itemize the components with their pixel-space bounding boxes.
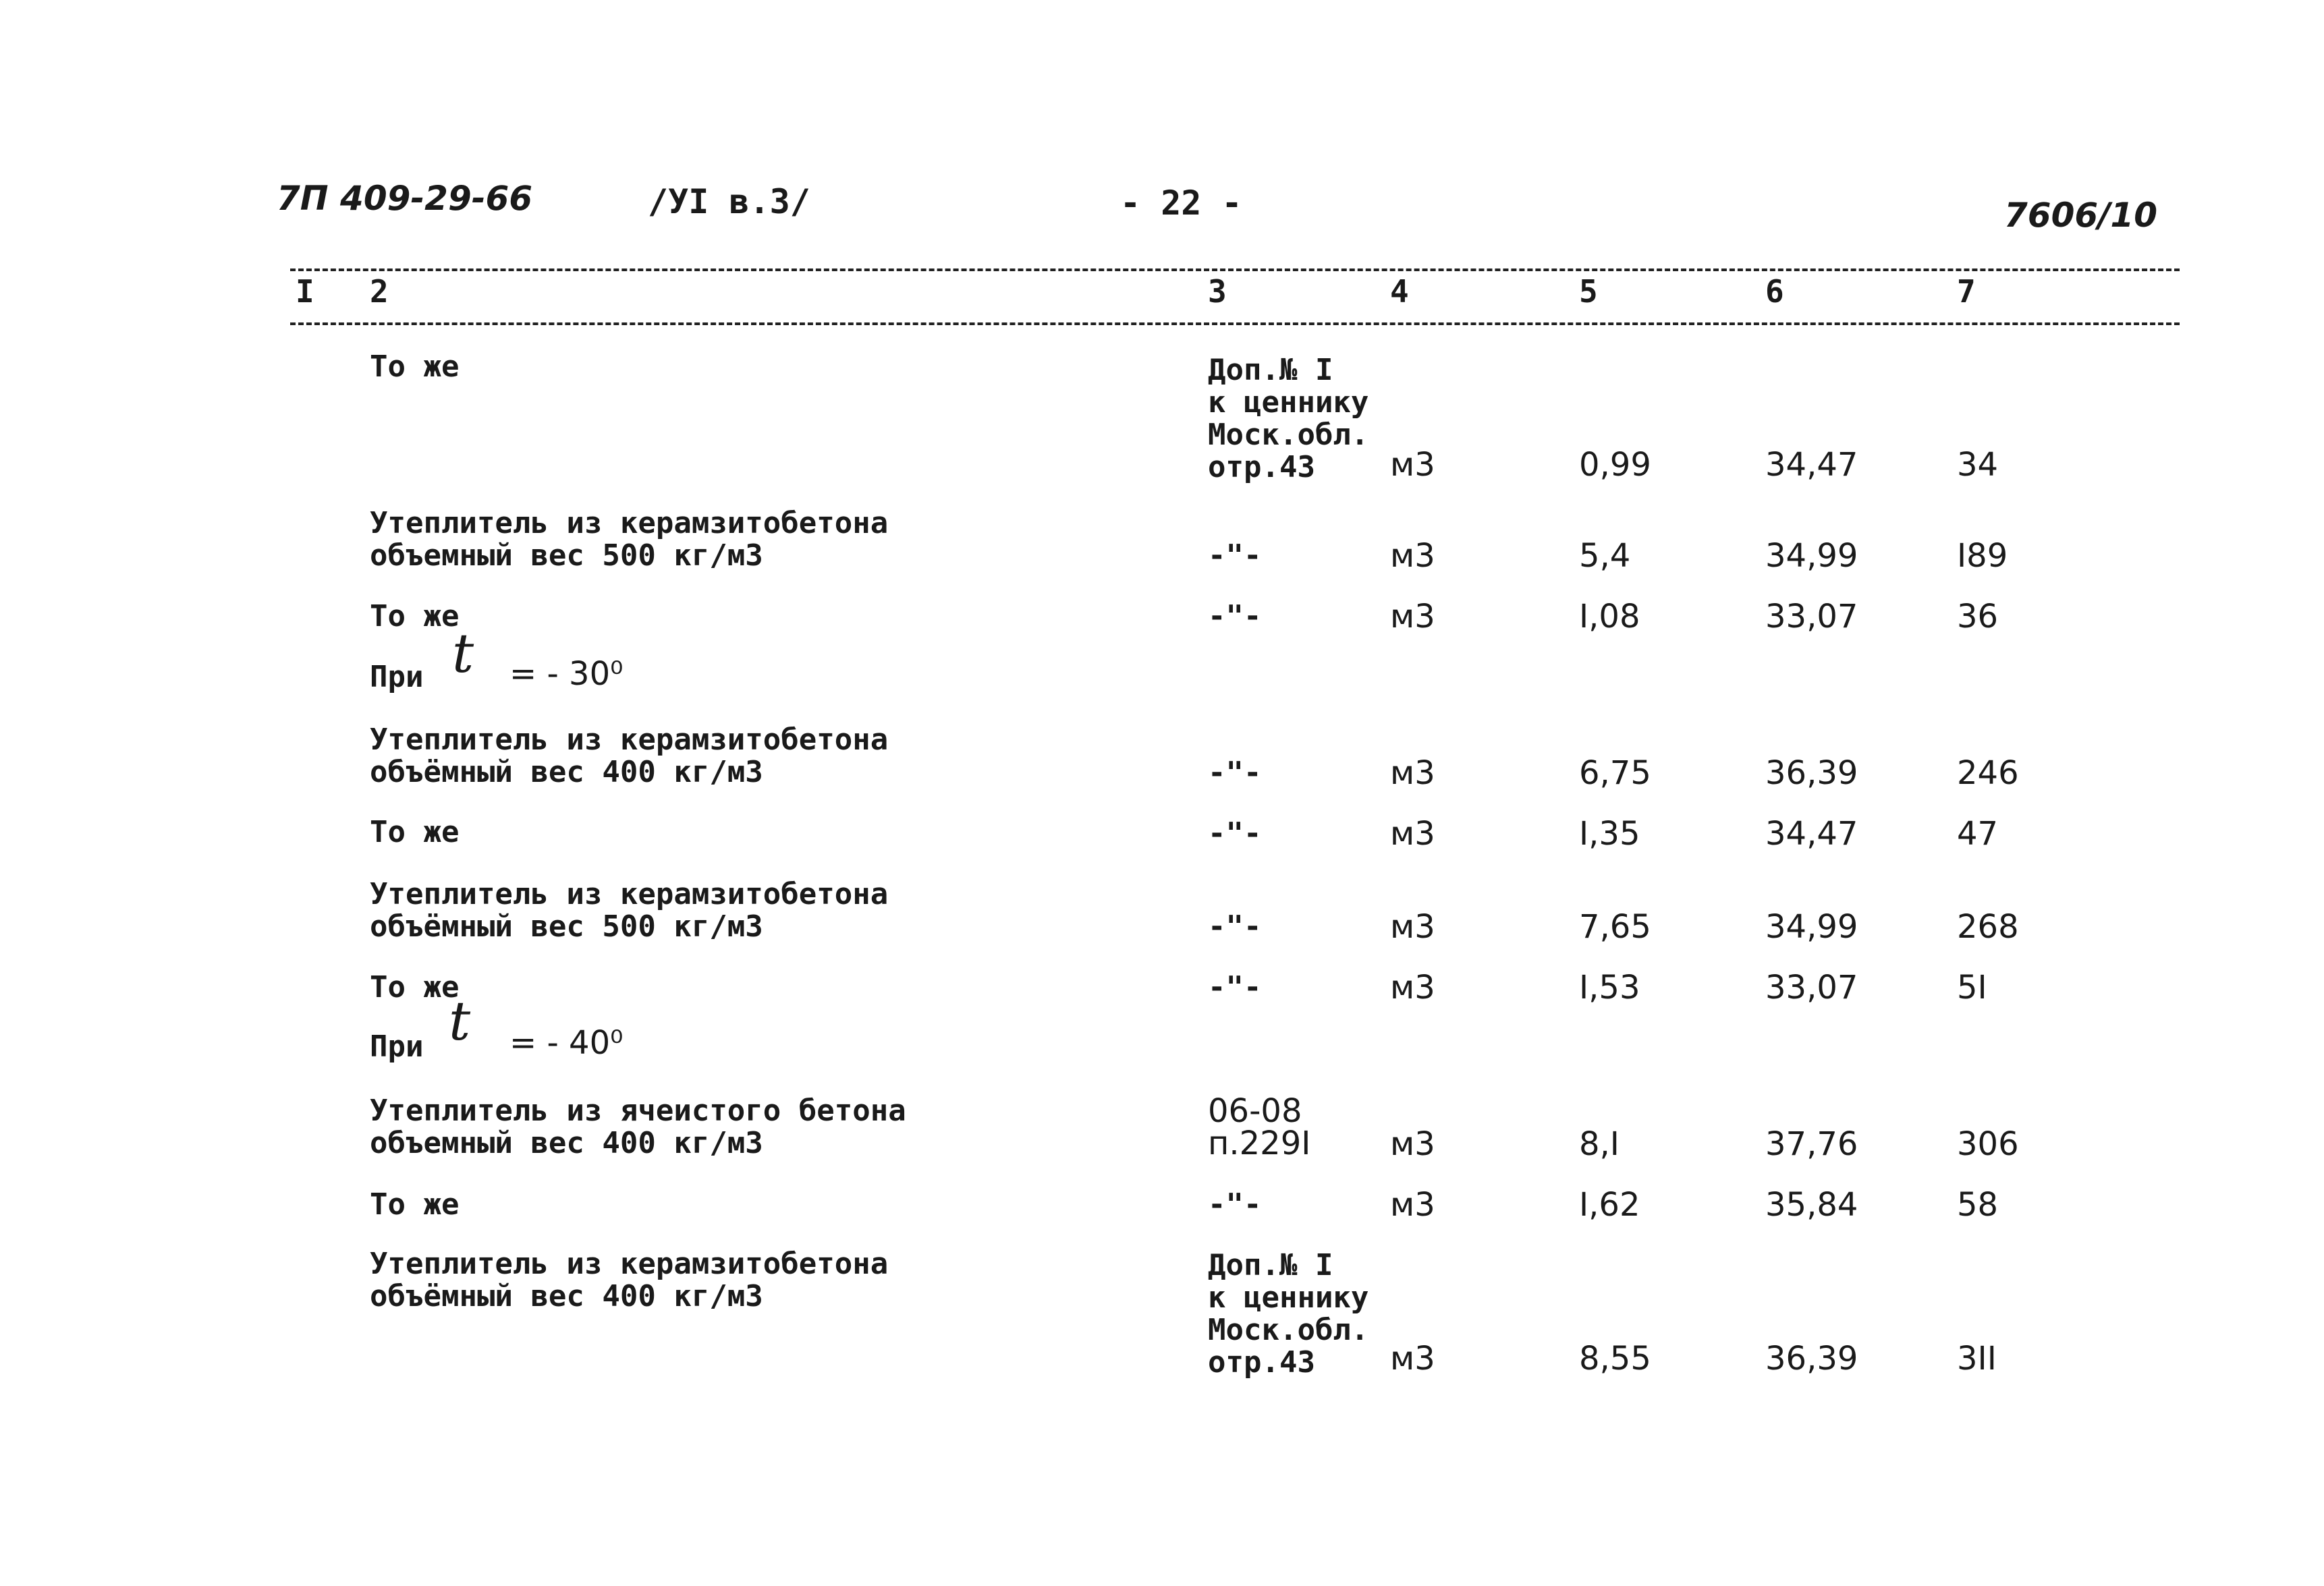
row-2-unit: м3 <box>1390 537 1435 575</box>
column-number-4: 4 <box>1390 273 1409 310</box>
row-3-unit: м3 <box>1390 598 1435 635</box>
condition-2-symbol: t <box>449 990 471 1052</box>
column-number-7: 7 <box>1957 273 1976 310</box>
row-10-source: Доп.№ I к ценнику Моск.обл. отр.43 <box>1208 1248 1369 1380</box>
row-5-total: 47 <box>1957 815 1999 853</box>
row-7-source: -"- <box>1208 970 1262 1004</box>
row-8-source: 06-08 п.229I <box>1208 1092 1311 1162</box>
row-6-total: 268 <box>1957 908 2019 946</box>
row-6-name: Утеплитель из керамзитобетона объёмный вес 500 кг/м3 <box>370 877 889 944</box>
row-7-name: То же <box>370 970 460 1004</box>
row-3-source: -"- <box>1208 599 1262 633</box>
row-4-name: Утеплитель из керамзитобетона объёмный вес 400 кг/м3 <box>370 723 889 789</box>
row-8-qty: 8,I <box>1579 1125 1620 1163</box>
row-10-unit: м3 <box>1390 1340 1435 1378</box>
row-2-source: -"- <box>1208 538 1262 573</box>
row-7-total: 5I <box>1957 969 1987 1007</box>
row-4-qty: 6,75 <box>1579 754 1651 792</box>
row-7-price: 33,07 <box>1765 969 1858 1007</box>
row-3-total: 36 <box>1957 598 1999 635</box>
row-9-total: 58 <box>1957 1186 1999 1224</box>
row-7-unit: м3 <box>1390 969 1435 1007</box>
row-2-name: Утеплитель из керамзитобетона объемный вес 500 кг/м3 <box>370 506 889 573</box>
row-10-total: 3II <box>1957 1340 1997 1378</box>
row-1-unit: м3 <box>1390 446 1435 484</box>
row-3-price: 33,07 <box>1765 598 1858 635</box>
row-1-price: 34,47 <box>1765 446 1858 484</box>
row-3-qty: I,08 <box>1579 598 1640 635</box>
table-top-rule <box>290 268 2180 271</box>
row-8-name: Утеплитель из ячеистого бетона объемный вес 400 кг/м3 <box>370 1094 906 1160</box>
condition-1-value: = - 30⁰ <box>509 655 624 693</box>
condition-1-prefix: При <box>370 660 424 694</box>
row-6-qty: 7,65 <box>1579 908 1651 946</box>
row-7-qty: I,53 <box>1579 969 1640 1007</box>
row-5-qty: I,35 <box>1579 815 1640 853</box>
row-8-unit: м3 <box>1390 1125 1435 1163</box>
row-9-source: -"- <box>1208 1187 1262 1222</box>
row-4-source: -"- <box>1208 756 1262 790</box>
archive-number: 7606/10 <box>2004 196 2158 235</box>
row-9-unit: м3 <box>1390 1186 1435 1224</box>
row-8-total: 306 <box>1957 1125 2019 1163</box>
condition-2-prefix: При <box>370 1029 424 1064</box>
row-2-price: 34,99 <box>1765 537 1858 575</box>
table-header-rule <box>290 322 2180 325</box>
row-6-price: 34,99 <box>1765 908 1858 946</box>
column-number-3: 3 <box>1208 273 1227 310</box>
row-2-total: I89 <box>1957 537 2008 575</box>
row-10-price: 36,39 <box>1765 1340 1858 1378</box>
column-number-6: 6 <box>1765 273 1784 310</box>
column-number-5: 5 <box>1579 273 1598 310</box>
row-5-price: 34,47 <box>1765 815 1858 853</box>
doc-code: 7П 409-29-66 <box>277 179 533 218</box>
row-5-name: То же <box>370 815 460 849</box>
row-4-price: 36,39 <box>1765 754 1858 792</box>
row-5-unit: м3 <box>1390 815 1435 853</box>
column-number-1: I <box>296 273 314 310</box>
row-8-price: 37,76 <box>1765 1125 1858 1163</box>
row-2-qty: 5,4 <box>1579 537 1631 575</box>
row-1-total: 34 <box>1957 446 1999 484</box>
row-1-source: Доп.№ I к ценнику Моск.обл. отр.43 <box>1208 353 1369 484</box>
row-1-qty: 0,99 <box>1579 446 1651 484</box>
row-6-unit: м3 <box>1390 908 1435 946</box>
row-9-price: 35,84 <box>1765 1186 1858 1224</box>
row-10-name: Утеплитель из керамзитобетона объёмный вес 400 кг/м3 <box>370 1247 889 1313</box>
row-4-unit: м3 <box>1390 754 1435 792</box>
row-9-qty: I,62 <box>1579 1186 1640 1224</box>
condition-1-symbol: t <box>452 622 474 685</box>
row-3-name: То же <box>370 599 460 633</box>
row-10-qty: 8,55 <box>1579 1340 1651 1378</box>
row-1-name: То же <box>370 349 460 384</box>
row-9-name: То же <box>370 1187 460 1222</box>
page-number: - 22 - <box>1120 183 1242 223</box>
column-number-2: 2 <box>370 273 389 310</box>
row-6-source: -"- <box>1208 909 1262 944</box>
condition-2-value: = - 40⁰ <box>509 1024 624 1062</box>
row-5-source: -"- <box>1208 816 1262 851</box>
row-4-total: 246 <box>1957 754 2019 792</box>
section-label: /УI в.3/ <box>648 182 810 221</box>
